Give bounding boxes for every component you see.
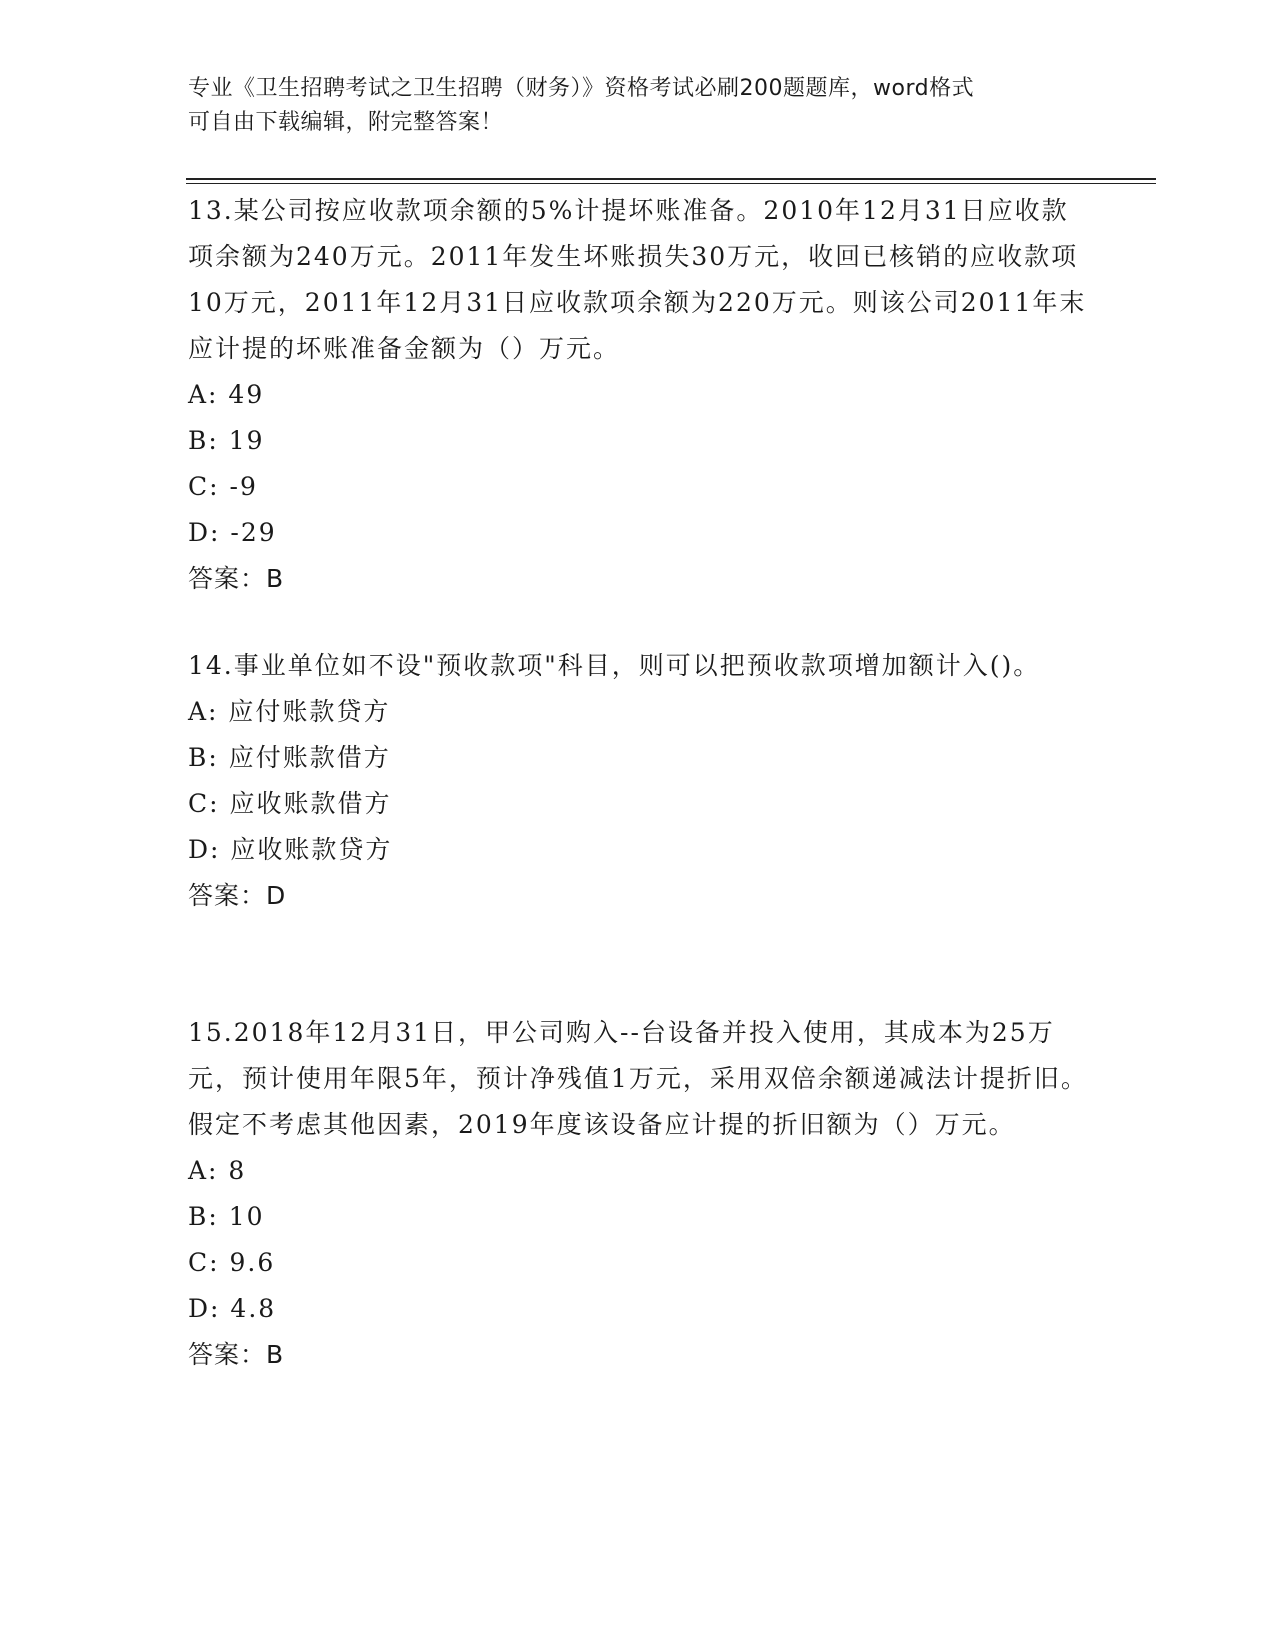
question-stem: 15.2018年12月31日，甲公司购入--台设备并投入使用，其成本为25万元，预计使用年限5年，预计净残值1万元，采用双倍余额递减法计提折旧。假定不考虑其他因素，2019年度该设备应计提的折旧额为（）万元。 — [188, 1018, 1088, 1139]
header-line-1: 专业《卫生招聘考试之卫生招聘（财务）》资格考试必刷200题题库，word格式 — [188, 76, 975, 101]
question-13 — [188, 188, 1088, 602]
option-list — [188, 1148, 1088, 1332]
document-header — [188, 72, 1068, 140]
option-list — [188, 372, 1088, 556]
option-c: C: 应收账款借方 — [188, 789, 392, 818]
option-d: D: -29 — [188, 518, 277, 547]
question-stem: 13.某公司按应收款项余额的5%计提坏账准备。2010年12月31日应收款项余额为240万元。2011年发生坏账损失30万元，收回已核销的应收款项10万元，2011年12月31日应收款项余额为220万元。则该公司2011年末应计提的坏账准备金额为（）万元。 — [188, 196, 1087, 363]
question-stem: 14.事业单位如不设"预收款项"科目，则可以把预收款项增加额计入()。 — [188, 651, 1041, 680]
option-a: A: 8 — [188, 1156, 247, 1185]
question-14 — [188, 643, 1088, 919]
answer-line: 答案：D — [188, 881, 287, 910]
answer-line: 答案：B — [188, 1340, 285, 1369]
option-list — [188, 689, 1088, 873]
option-b: B: 19 — [188, 426, 265, 455]
option-c: C: 9.6 — [188, 1248, 276, 1277]
option-b: B: 10 — [188, 1202, 265, 1231]
header-divider-thin — [186, 183, 1156, 184]
option-a: A: 应付账款贷方 — [188, 697, 391, 726]
question-15 — [188, 1010, 1088, 1378]
header-divider-thick — [186, 178, 1156, 180]
option-b: B: 应付账款借方 — [188, 743, 391, 772]
answer-line: 答案：B — [188, 564, 285, 593]
option-c: C: -9 — [188, 472, 258, 501]
header-line-2: 可自由下载编辑，附完整答案！ — [188, 110, 504, 135]
option-a: A: 49 — [188, 380, 265, 409]
option-d: D: 应收账款贷方 — [188, 835, 393, 864]
option-d: D: 4.8 — [188, 1294, 277, 1323]
